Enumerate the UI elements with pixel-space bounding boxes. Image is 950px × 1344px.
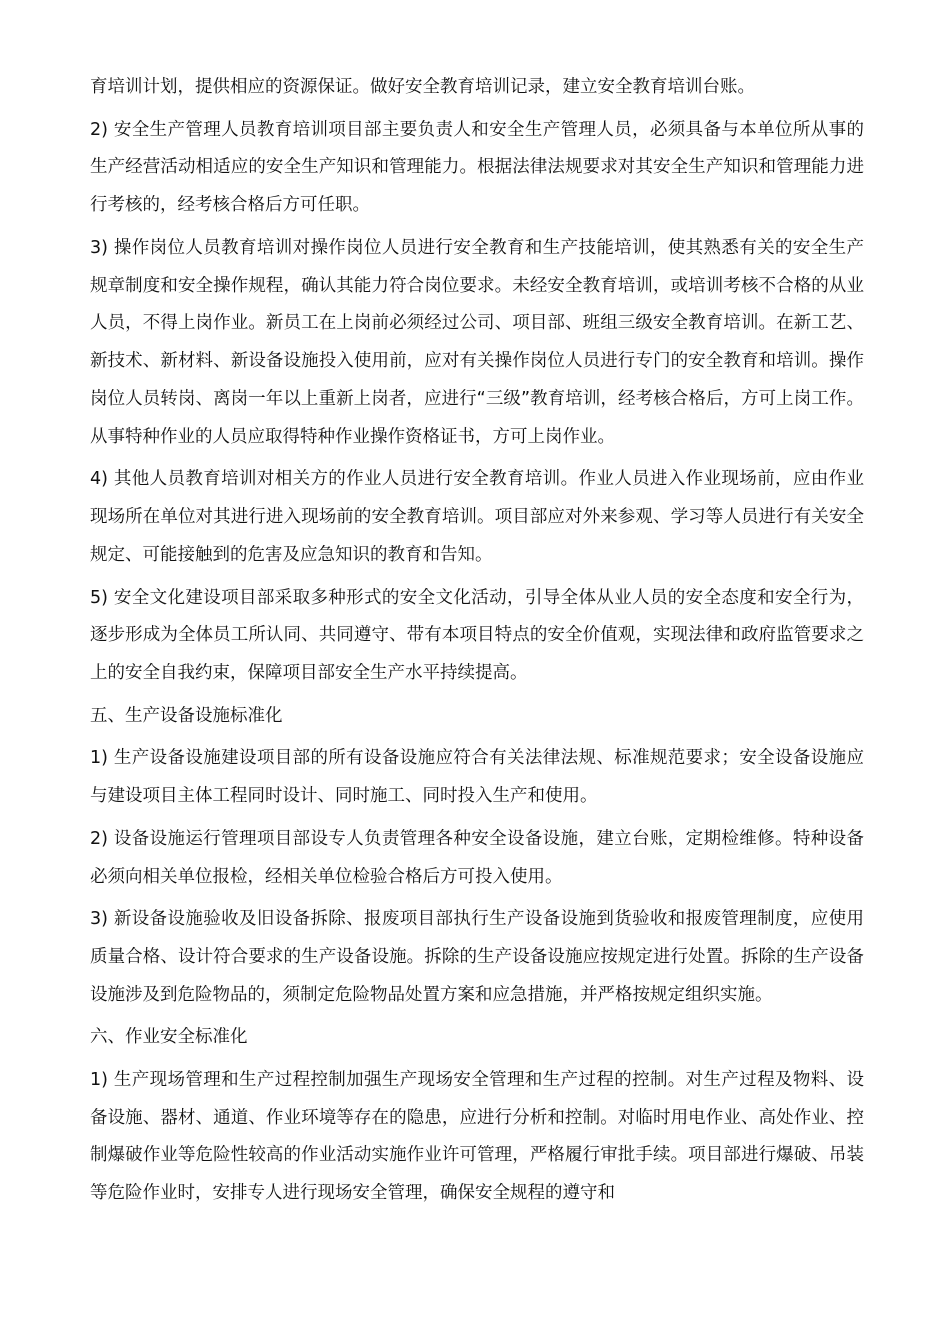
document-page <box>90 69 864 1218</box>
list-item: 5) 安全文化建设项目部采取多种形式的安全文化活动，引导全体从业人员的安全态度和安全行为，逐步形成为全体员工所认同、共同遵守、带有本项目特点的安全价值观，实现法律和政府监管要求之上的安全自我约束，保障项目部安全生产水平持续提高。 <box>90 587 864 684</box>
list-item: 2) 设备设施运行管理项目部设专人负责管理各种安全设备设施，建立台账，定期检维修。特种设备必须向相关单位报检，经相关单位检验合格后方可投入使用。 <box>90 828 864 887</box>
list-item: 3) 操作岗位人员教育培训对操作岗位人员进行安全教育和生产技能培训，使其熟悉有关的安全生产规章制度和安全操作规程，确认其能力符合岗位要求。未经安全教育培训，或培训考核不合格的从业人员，不得上岗作业。新员工在上岗前必须经过公司、项目部、班组三级安全教育培训。在新工艺、新技术、新材料、新设备设施投入使用前，应对有关操作岗位人员进行专门的安全教育和培训。操作岗位人员转岗、离岗一年以上重新上岗者，应进行“三级”教育培训，经考核合格后，方可上岗工作。从事特种作业的人员应取得特种作业操作资格证书，方可上岗作业。 <box>90 237 864 447</box>
list-item: 4) 其他人员教育培训对相关方的作业人员进行安全教育培训。作业人员进入作业现场前，应由作业现场所在单位对其进行进入现场前的安全教育培训。项目部应对外来参观、学习等人员进行有关安全规定、可能接触到的危害及应急知识的教育和告知。 <box>90 469 864 565</box>
list-item: 2) 安全生产管理人员教育培训项目部主要负责人和安全生产管理人员，必须具备与本单位所从事的生产经营活动相适应的安全生产知识和管理能力。根据法律法规要求对其安全生产知识和管理能力进行考核的，经考核合格后方可任职。 <box>90 119 864 216</box>
list-item: 1) 生产设备设施建设项目部的所有设备设施应符合有关法律法规、标准规范要求；安全设备设施应与建设项目主体工程同时设计、同时施工、同时投入生产和使用。 <box>90 748 864 807</box>
list-item: 1) 生产现场管理和生产过程控制加强生产现场安全管理和生产过程的控制。对生产过程及物料、设备设施、器材、通道、作业环境等存在的隐患，应进行分析和控制。对临时用电作业、高处作业、控制爆破作业等危险性较高的作业活动实施作业许可管理，严格履行审批手续。项目部进行爆破、吊装等危险作业时，安排专人进行现场安全管理，确保安全规程的遵守和 <box>90 1069 864 1204</box>
list-item: 3) 新设备设施验收及旧设备拆除、报废项目部执行生产设备设施到货验收和报废管理制度，应使用质量合格、设计符合要求的生产设备设施。拆除的生产设备设施应按规定进行处置。拆除的生产设备设施涉及到危险物品的，须制定危险物品处置方案和应急措施，并严格按规定组织实施。 <box>90 909 864 1005</box>
paragraph: 育培训计划，提供相应的资源保证。做好安全教育培训记录，建立安全教育培训台账。 <box>90 77 755 97</box>
section-heading: 六、作业安全标准化 <box>90 1027 248 1048</box>
section-heading: 五、生产设备设施标准化 <box>90 705 283 726</box>
